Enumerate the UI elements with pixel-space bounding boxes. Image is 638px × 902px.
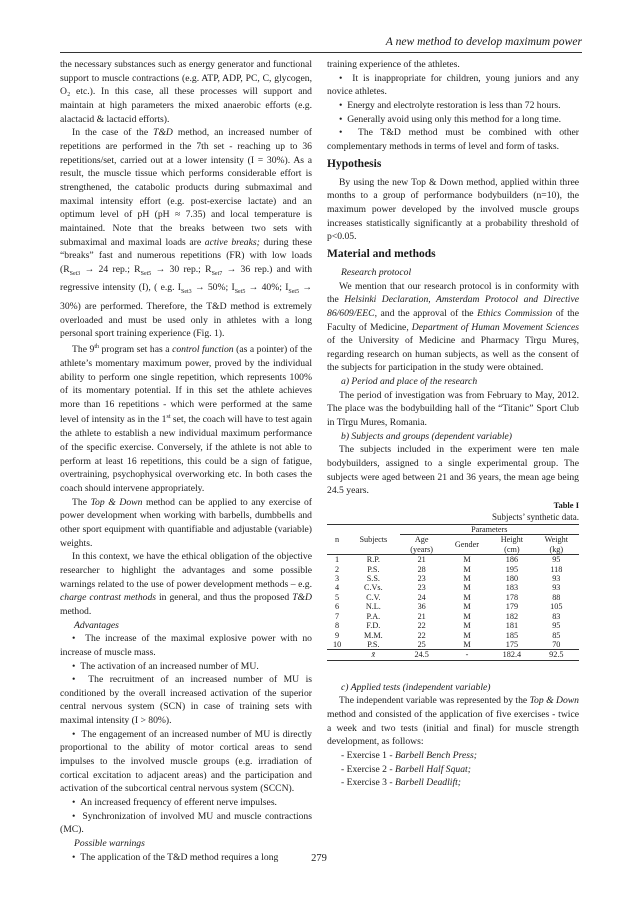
table-cell xyxy=(327,650,347,660)
table-cell: 179 xyxy=(505,602,519,612)
table-cell: 1 xyxy=(335,555,340,565)
table-cell: C.V. xyxy=(366,592,381,602)
table-cell: - xyxy=(444,650,490,660)
table-cell: 93 xyxy=(552,583,561,593)
table-row xyxy=(327,602,579,611)
table-cell: M xyxy=(463,602,471,612)
table-cell: 36 xyxy=(417,602,426,612)
list-item: • The application of the T&D method requires a long xyxy=(60,851,312,865)
table-cell: 95 xyxy=(552,555,561,565)
parameters-header: Parameters xyxy=(400,525,579,535)
table-cell: 92.5 xyxy=(534,650,579,660)
list-item: • An increased frequency of efferent nerve impulses. xyxy=(60,796,312,810)
table-cell: S.S. xyxy=(366,574,380,584)
table-cell: M xyxy=(463,592,471,602)
left-column xyxy=(60,58,312,864)
table-cell: 24 xyxy=(417,592,426,602)
table-cell: 185 xyxy=(505,630,519,640)
table-cell: 21 xyxy=(417,611,426,621)
table-cell: M xyxy=(463,583,471,593)
table-cell: 183 xyxy=(505,583,519,593)
running-header: A new method to develop maximum power xyxy=(385,35,582,48)
table-row xyxy=(327,612,579,621)
table-cell: x̄ xyxy=(347,650,399,660)
table-cell: 24.5 xyxy=(400,650,444,660)
table-cell: M xyxy=(463,574,471,584)
table-cell: M xyxy=(463,630,471,640)
list-item: • Energy and electrolyte restoration is less than 72 hours. xyxy=(327,99,579,113)
list-item: • The recruitment of an increased number of MU is conditioned by the overall increased activation of the superior central nervous system (SCN) in case of training sets with maximal intensity (I > 80%). xyxy=(60,673,312,728)
table-cell: 28 xyxy=(417,564,426,574)
table-cell: 25 xyxy=(417,639,426,649)
warnings-heading: Possible warnings xyxy=(74,838,145,850)
table-cell: 22 xyxy=(417,621,426,631)
paragraph: The period of investigation was from February to May, 2012. The place was the bodybuilding hall of the “Titanic” Sport Club in Tîrgu Mures, Romania. xyxy=(327,389,579,429)
table-cell: 9 xyxy=(335,630,340,640)
table-cell: 23 xyxy=(417,574,426,584)
table-cell: M xyxy=(463,639,471,649)
table-cell: M xyxy=(463,564,471,574)
paragraph: The subjects included in the experiment were ten male bodybuilders, assigned to a single experimental group. The subjects were aged between 21 and 36 years, the mean age being 24.5 years. xyxy=(327,444,579,497)
list-item: • It is inappropriate for children, young juniors and any novice athletes. xyxy=(327,72,579,99)
table-subtitle: Subjects’ synthetic data. xyxy=(491,512,579,523)
subsection-heading: a) Period and place of the research xyxy=(341,376,478,388)
exercise-item: - Exercise 2 - Barbell Half Squat; xyxy=(341,763,471,775)
table-cell: 178 xyxy=(505,592,519,602)
table-cell: 6 xyxy=(335,602,340,612)
table-cell: 83 xyxy=(552,611,561,621)
table-cell: 4 xyxy=(335,583,340,593)
table-cell: 70 xyxy=(552,639,561,649)
table-row xyxy=(327,555,579,565)
exercise-item: - Exercise 1 - Barbell Bench Press; xyxy=(341,750,477,761)
paragraph: the necessary substances such as energy generator and functional support to muscle contractions (e.g. ATP, ADP, PC, C, glycogen, O₂ etc.). In this case, all these processes will support and maintain at high parameters the mixed anaerobic efforts (e.g. alactacid & lactacid efforts). xyxy=(60,59,312,125)
list-item: • Generally avoid using only this method for a long time. xyxy=(327,113,579,127)
col-header: Weight (kg) xyxy=(544,535,569,554)
exercise-item: - Exercise 3 - Barbell Deadlift; xyxy=(341,777,462,789)
paragraph: The independent variable was represented by the Top & Down method and consisted of the application of five exercises - twice a week and two tests (initial and final) for muscle strength development, as follows: xyxy=(327,695,579,748)
col-header: n xyxy=(327,525,347,555)
table-cell: 2 xyxy=(335,564,340,574)
table-cell: M xyxy=(463,611,471,621)
section-heading: Material and methods xyxy=(327,247,436,260)
table-cell: P.A. xyxy=(366,611,381,621)
table-cell: 93 xyxy=(552,574,561,584)
col-header: Gender xyxy=(454,540,479,550)
subjects-table xyxy=(327,524,579,661)
table-cell: 23 xyxy=(417,583,426,593)
table-cell: 5 xyxy=(335,592,340,602)
subsection-heading: Research protocol xyxy=(341,266,412,278)
table-cell: 118 xyxy=(550,564,563,574)
table-cell: C.Vs. xyxy=(364,583,383,593)
advantages-heading: Advantages xyxy=(74,619,119,631)
table-row xyxy=(327,574,579,583)
table-cell: P.S. xyxy=(367,639,380,649)
page-number: 279 xyxy=(311,853,327,864)
table-row xyxy=(327,621,579,630)
table-row xyxy=(327,583,579,592)
list-item: • The increase of the maximal explosive power with no increase of muscle mass. xyxy=(60,632,312,659)
paragraph: We mention that our research protocol is in conformity with the Helsinki Declaration, Amsterdam Protocol and Directive 86/609/EEC, and the approval of the Ethics Commission of the Faculty of Medicine, Department of Human Movement Sciences of the University of Medicine and Pharmacy Tîrgu Mureș, regarding research on human subjects, as well as the consent of the subjects for participation in the study were obtained. xyxy=(327,280,579,374)
table-cell: F.D. xyxy=(366,621,381,631)
table-row xyxy=(327,640,579,650)
table-cell: 85 xyxy=(552,630,561,640)
table-cell: 182.4 xyxy=(490,650,533,660)
col-header: Subjects xyxy=(347,525,399,555)
table-cell: M.M. xyxy=(364,630,383,640)
paragraph: The Top & Down method can be applied to any exercise of power development when working with barbells, dumbbells and other sport equipment with quantifiable and adjustable (variable) weights. xyxy=(60,496,312,549)
table-cell: 180 xyxy=(505,574,519,584)
list-item: • Synchronization of involved MU and muscle contractions (MC). xyxy=(60,810,312,837)
subsection-heading: b) Subjects and groups (dependent variable) xyxy=(341,430,512,442)
list-item: • The engagement of an increased number of MU is directly proportional to the ability of motor cortical areas to send impulses to the involved muscle groups (e.g. irradiation of cortical excitation to adjacent areas) and the participation and activation of the subcortical central nervous system (SCCN). xyxy=(60,728,312,796)
table-cell: 7 xyxy=(335,611,340,621)
header-rule xyxy=(60,52,582,53)
table-cell: 8 xyxy=(335,621,340,631)
list-item: • The activation of an increased number of MU. xyxy=(60,660,312,674)
table-cell: M xyxy=(463,621,471,631)
table-cell: P.S. xyxy=(367,564,380,574)
table-cell: M xyxy=(463,555,471,565)
table-cell: 182 xyxy=(505,611,519,621)
mean-row xyxy=(327,650,579,660)
col-header: Age (years) xyxy=(410,535,434,554)
paragraph: The 9th program set has a control function (as a pointer) of the athlete’s momentary maximum power, proved by the individual ability to perform one single repetition, which represents 100% of its momentary potential. If in this set the athlete achieves more than 16 repetitions - which were performed at the same level of intensity as in the 1st set, the coach will have to test again the athlete to establish a new individual maximum performance of the specific exercise. Conversely, if the athlete is not able to perform at least 16 repetitions, this could be a sign of fatigue, overtraining, psychophysical overworking etc. In both cases the coach should intervene appropriately. xyxy=(60,343,313,494)
table-row xyxy=(327,593,579,602)
table-caption: Table I xyxy=(553,500,579,511)
paragraph: In the case of the T&D method, an increased number of repetitions are performed in the 7th set - reaching up to 36 repetitions/set, carried out at a lower intensity (I = 30%). As a result, the muscle tissue which performs considerable effort is strengthened, the catabolic products during submaximal and maximal intensity effort (e.g. post-exercise lactate) and an optimum level of pH (pH ≈ 7.35) and local temperature is maintained. Note that the breaks between two sets with submaximal and maximal loads are active breaks; during these “breaks” fast and numerous repetitions (FR) with low loads ($R_{Set3} \to 24$ rep.; $R_{Set5} \to 30$ rep.; $R_{Set7} \to 36$ rep.) and with regressive intensity (I), ( e.g. $I_{Set3} \to 50\%$; $I_{Set5} \to 40\%$; $I_{Set5} \to 30\%$) are performed. Therefore, the T&D method is extremely overloaded and must be used only in athletes with a long personal sport training experience (Fig. 1). xyxy=(60,127,313,340)
table-cell: 195 xyxy=(505,564,519,574)
table-cell: 3 xyxy=(335,574,340,584)
paragraph: By using the new Top & Down method, applied within three months to a group of performance bodybuilders (n=10), the maximum power developed by the involved muscle groups increases statistically significantly at a probability threshold of p<0.05. xyxy=(327,176,579,243)
list-item: • The T&D method must be combined with other complementary methods in terms of level and form of tasks. xyxy=(327,126,579,153)
table-cell: N.L. xyxy=(365,602,381,612)
table-cell: 175 xyxy=(505,639,519,649)
table-cell: 95 xyxy=(552,621,561,631)
table-cell: 21 xyxy=(417,555,426,565)
table-row xyxy=(327,631,579,640)
table-cell: 105 xyxy=(550,602,563,612)
subsection-heading: c) Applied tests (independent variable) xyxy=(341,681,491,693)
table-cell: 186 xyxy=(505,555,519,565)
table-cell: 181 xyxy=(505,621,519,631)
table-cell: R.P. xyxy=(366,555,380,565)
col-header: Height (cm) xyxy=(500,535,524,554)
section-heading: Hypothesis xyxy=(327,157,382,170)
table-cell: 88 xyxy=(552,592,561,602)
paragraph: training experience of the athletes. xyxy=(327,59,460,70)
paragraph: In this context, we have the ethical obligation of the objective researcher to highlight the advantages and some possible warnings related to the use of power development methods – e.g. charge contrast methods in general, and thus the proposed T&D method. xyxy=(60,551,312,617)
table-row xyxy=(327,565,579,574)
table-cell: 10 xyxy=(332,639,342,649)
table-cell: 22 xyxy=(417,630,426,640)
right-column xyxy=(327,58,579,790)
